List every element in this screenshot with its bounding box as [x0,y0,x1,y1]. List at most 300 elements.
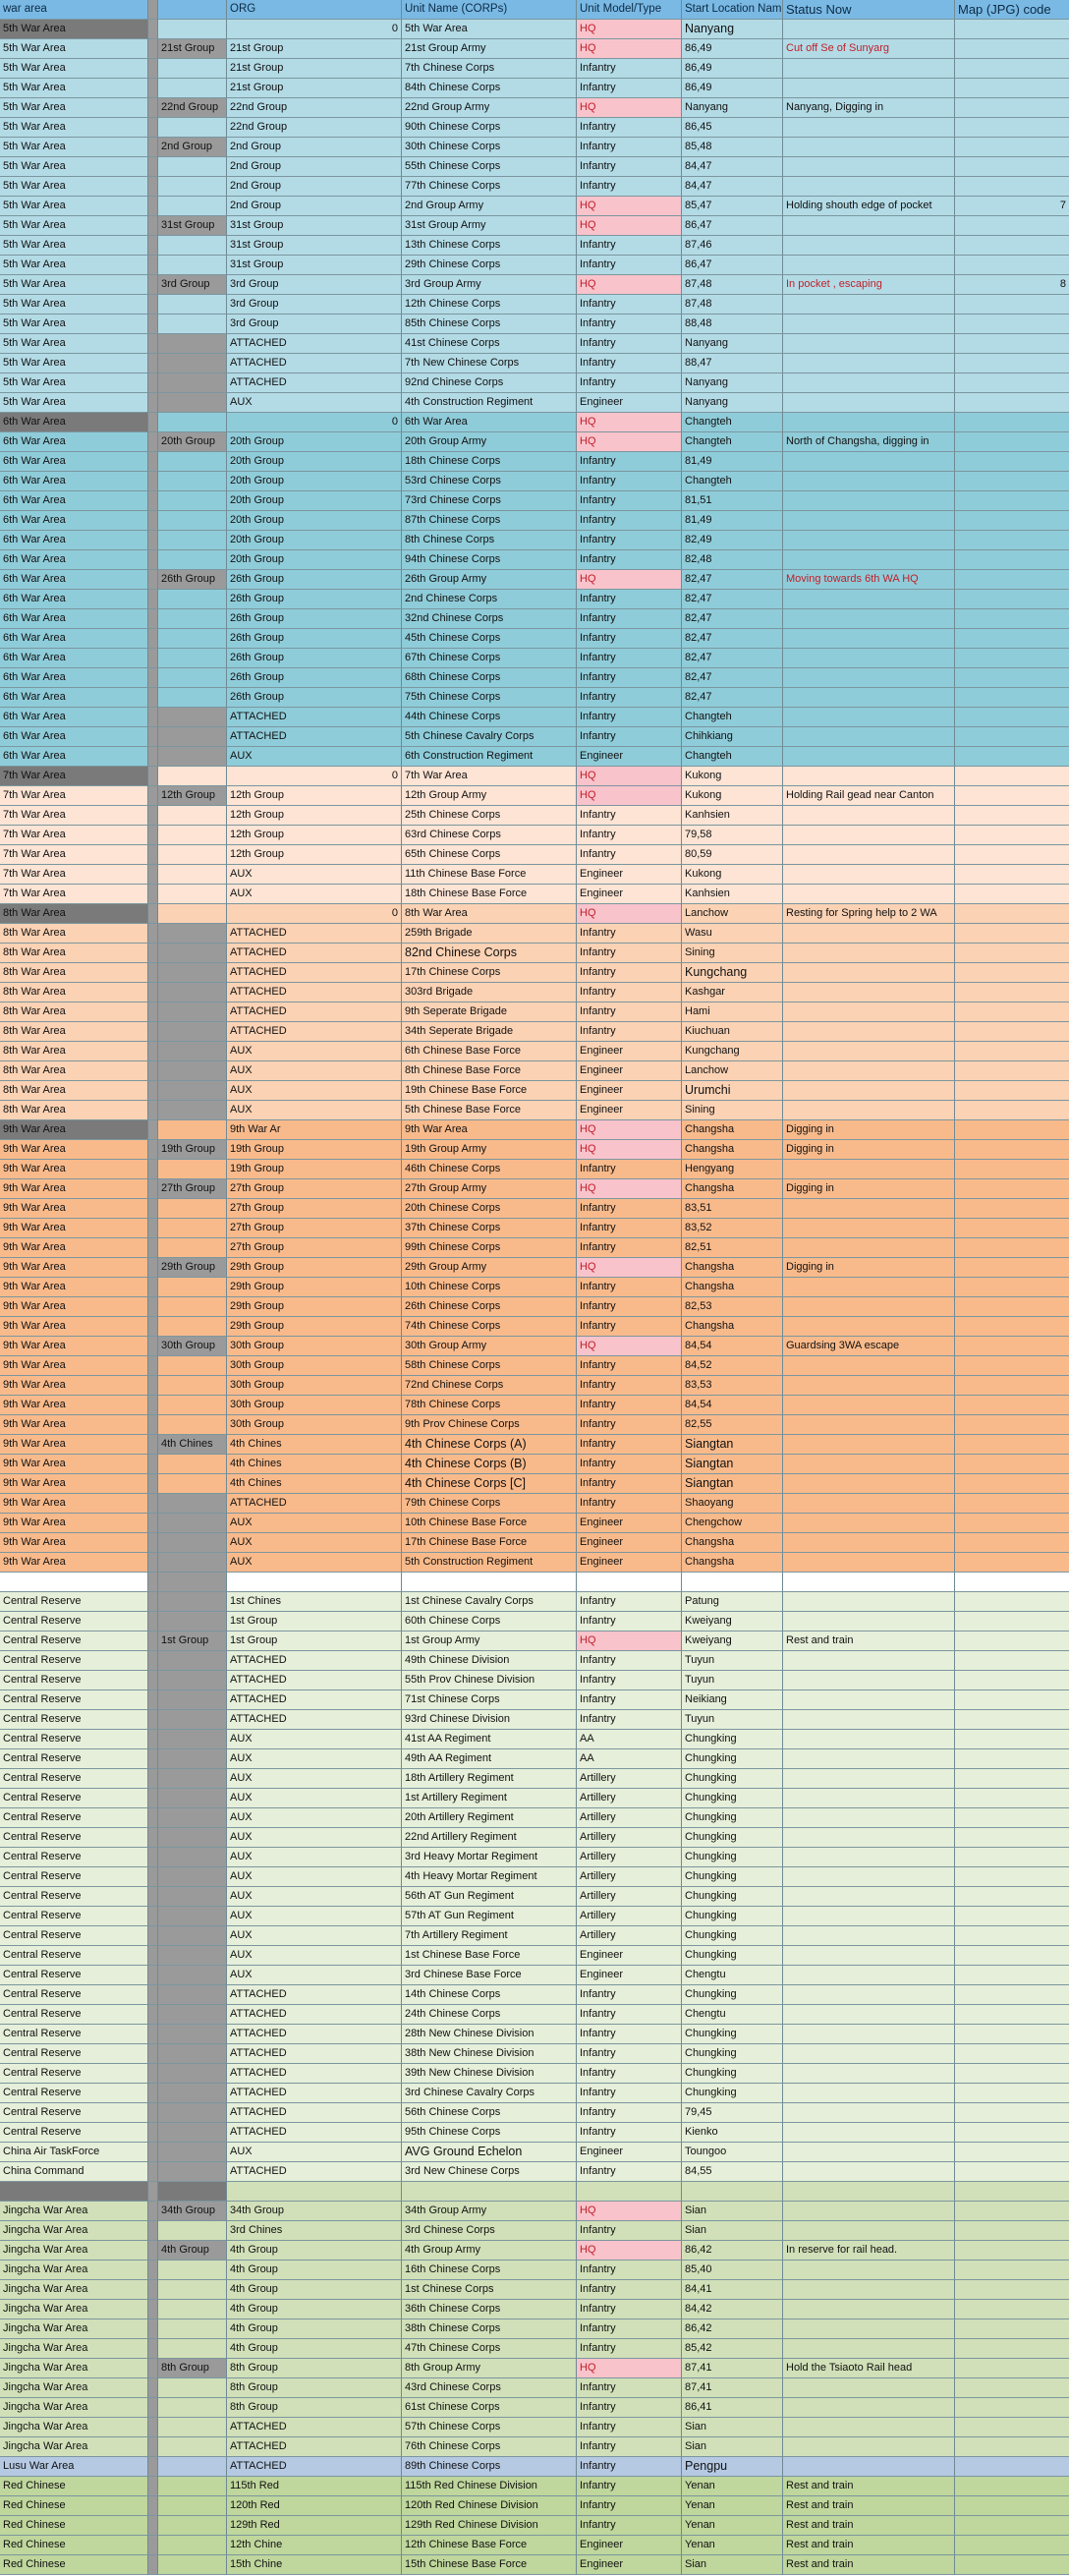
location-cell[interactable]: 86,42 [682,2319,783,2339]
spacer-cell[interactable] [148,2084,158,2103]
spacer-cell[interactable] [148,59,158,79]
map-code-cell[interactable] [955,1474,1069,1494]
map-code-cell[interactable] [955,2182,1069,2202]
map-code-cell[interactable] [955,216,1069,236]
war-area-cell[interactable]: 9th War Area [0,1258,148,1278]
location-cell[interactable]: Chengchow [682,1514,783,1533]
status-cell[interactable] [783,1985,955,2005]
location-cell[interactable]: Neikiang [682,1690,783,1710]
status-cell[interactable] [783,2202,955,2221]
spacer-cell[interactable] [148,570,158,590]
location-cell[interactable]: 86,49 [682,39,783,59]
map-code-cell[interactable] [955,1533,1069,1553]
location-cell[interactable]: Lanchow [682,1061,783,1081]
group-cell[interactable] [158,393,227,413]
group-cell[interactable] [158,1396,227,1415]
spacer-cell[interactable] [148,1455,158,1474]
status-cell[interactable] [783,2025,955,2044]
location-cell[interactable]: Chengtu [682,1966,783,1985]
spacer-cell[interactable] [148,413,158,432]
status-cell[interactable] [783,2005,955,2025]
group-cell[interactable] [158,491,227,511]
location-cell[interactable]: Kukong [682,786,783,806]
location-cell[interactable]: Sining [682,944,783,963]
org-cell[interactable]: 4th Group [227,2261,402,2280]
unit-type-cell[interactable]: Infantry [577,531,682,550]
org-cell[interactable]: AUX [227,1553,402,1573]
unit-type-cell[interactable]: Infantry [577,1297,682,1317]
unit-type-cell[interactable]: Infantry [577,334,682,354]
war-area-cell[interactable]: 6th War Area [0,708,148,727]
unit-type-cell[interactable]: Infantry [577,1455,682,1474]
unit-type-cell[interactable]: Infantry [577,983,682,1002]
group-cell[interactable] [158,963,227,983]
unit-type-cell[interactable]: Infantry [577,256,682,275]
unit-type-cell[interactable]: Infantry [577,1199,682,1219]
org-cell[interactable]: 4th Group [227,2241,402,2261]
group-cell[interactable]: 27th Group [158,1179,227,1199]
status-cell[interactable] [783,963,955,983]
unit-type-cell[interactable]: Engineer [577,2143,682,2162]
unit-type-cell[interactable]: AA [577,1749,682,1769]
map-code-cell[interactable] [955,865,1069,885]
map-code-cell[interactable] [955,1887,1069,1907]
org-cell[interactable]: AUX [227,885,402,904]
status-cell[interactable] [783,1867,955,1887]
org-cell[interactable]: 115th Red [227,2477,402,2496]
org-cell[interactable]: 12th Group [227,806,402,826]
org-cell[interactable]: AUX [227,1061,402,1081]
group-cell[interactable] [158,1081,227,1101]
map-code-cell[interactable] [955,1179,1069,1199]
group-cell[interactable] [158,20,227,39]
spacer-cell[interactable] [148,904,158,924]
group-cell[interactable] [158,1101,227,1120]
unit-name-cell[interactable]: 22nd Group Army [402,98,577,118]
war-area-cell[interactable]: Red Chinese [0,2536,148,2555]
map-code-cell[interactable] [955,393,1069,413]
org-cell[interactable]: 30th Group [227,1396,402,1415]
unit-type-cell[interactable]: Infantry [577,1690,682,1710]
map-code-cell[interactable] [955,2555,1069,2575]
war-area-cell[interactable]: Central Reserve [0,1651,148,1671]
map-code-cell[interactable] [955,1258,1069,1278]
org-cell[interactable]: ATTACHED [227,2162,402,2182]
location-cell[interactable]: 82,48 [682,550,783,570]
war-area-cell[interactable]: 5th War Area [0,20,148,39]
status-cell[interactable] [783,393,955,413]
org-cell[interactable]: 2nd Group [227,177,402,197]
war-area-cell[interactable]: Jingcha War Area [0,2437,148,2457]
war-area-cell[interactable]: 7th War Area [0,826,148,845]
unit-name-cell[interactable]: 43rd Chinese Corps [402,2378,577,2398]
group-cell[interactable] [158,2084,227,2103]
org-cell[interactable]: ATTACHED [227,1022,402,1042]
group-cell[interactable]: 12th Group [158,786,227,806]
group-cell[interactable] [158,1769,227,1789]
unit-name-cell[interactable]: 44th Chinese Corps [402,708,577,727]
header-war-area[interactable]: war area [0,0,148,20]
unit-type-cell[interactable]: Infantry [577,1356,682,1376]
unit-name-cell[interactable]: 24th Chinese Corps [402,2005,577,2025]
status-cell[interactable] [783,1494,955,1514]
map-code-cell[interactable] [955,315,1069,334]
war-area-cell[interactable]: 9th War Area [0,1415,148,1435]
spacer-cell[interactable] [148,963,158,983]
group-cell[interactable] [158,2221,227,2241]
spacer-cell[interactable] [148,1612,158,1631]
unit-name-cell[interactable]: 4th Chinese Corps (B) [402,1455,577,1474]
group-cell[interactable] [158,826,227,845]
unit-name-cell[interactable]: 120th Red Chinese Division [402,2496,577,2516]
unit-type-cell[interactable]: Infantry [577,373,682,393]
map-code-cell[interactable] [955,2103,1069,2123]
status-cell[interactable] [783,138,955,157]
unit-type-cell[interactable]: HQ [577,767,682,786]
unit-name-cell[interactable]: 45th Chinese Corps [402,629,577,649]
unit-type-cell[interactable]: Engineer [577,865,682,885]
war-area-cell[interactable]: Jingcha War Area [0,2319,148,2339]
war-area-cell[interactable]: Central Reserve [0,2084,148,2103]
spacer-cell[interactable] [148,197,158,216]
spacer-cell[interactable] [148,629,158,649]
location-cell[interactable]: 84,47 [682,157,783,177]
location-cell[interactable]: Changsha [682,1553,783,1573]
location-cell[interactable]: 82,47 [682,649,783,668]
status-cell[interactable]: Digging in [783,1179,955,1199]
unit-type-cell[interactable]: Artillery [577,1808,682,1828]
group-cell[interactable] [158,2536,227,2555]
location-cell[interactable]: 86,41 [682,2398,783,2418]
map-code-cell[interactable] [955,2162,1069,2182]
org-cell[interactable]: AUX [227,1848,402,1867]
unit-type-cell[interactable]: HQ [577,786,682,806]
status-cell[interactable]: Rest and train [783,2477,955,2496]
unit-type-cell[interactable]: Engineer [577,2536,682,2555]
spacer-cell[interactable] [148,1828,158,1848]
group-cell[interactable] [158,885,227,904]
group-cell[interactable] [158,767,227,786]
group-cell[interactable] [158,511,227,531]
org-cell[interactable]: 31st Group [227,236,402,256]
location-cell[interactable]: Kungchang [682,963,783,983]
unit-type-cell[interactable]: Engineer [577,1042,682,1061]
war-area-cell[interactable]: Lusu War Area [0,2457,148,2477]
spacer-cell[interactable] [148,885,158,904]
status-cell[interactable] [783,177,955,197]
map-code-cell[interactable] [955,1592,1069,1612]
unit-name-cell[interactable]: 9th War Area [402,1120,577,1140]
map-code-cell[interactable] [955,1002,1069,1022]
unit-name-cell[interactable]: 85th Chinese Corps [402,315,577,334]
map-code-cell[interactable] [955,1396,1069,1415]
org-cell[interactable]: 27th Group [227,1199,402,1219]
unit-type-cell[interactable]: Engineer [577,1533,682,1553]
map-code-cell[interactable] [955,138,1069,157]
map-code-cell[interactable] [955,1946,1069,1966]
spacer-cell[interactable] [148,806,158,826]
unit-name-cell[interactable]: 39th New Chinese Division [402,2064,577,2084]
spacer-cell[interactable] [148,39,158,59]
war-area-cell[interactable]: 5th War Area [0,393,148,413]
map-code-cell[interactable] [955,118,1069,138]
map-code-cell[interactable] [955,2418,1069,2437]
group-cell[interactable] [158,2457,227,2477]
unit-name-cell[interactable]: 77th Chinese Corps [402,177,577,197]
org-cell[interactable] [227,904,402,924]
unit-name-cell[interactable]: 63rd Chinese Corps [402,826,577,845]
status-cell[interactable]: Guardsing 3WA escape [783,1337,955,1356]
war-area-cell[interactable]: 5th War Area [0,295,148,315]
location-cell[interactable]: Chungking [682,1907,783,1926]
group-cell[interactable] [158,118,227,138]
map-code-cell[interactable] [955,1966,1069,1985]
location-cell[interactable]: Yenan [682,2516,783,2536]
unit-name-cell[interactable]: 6th Chinese Base Force [402,1042,577,1061]
map-code-cell[interactable] [955,413,1069,432]
org-cell[interactable]: ATTACHED [227,1671,402,1690]
location-cell[interactable]: Nanyang [682,393,783,413]
org-cell[interactable]: AUX [227,865,402,885]
unit-name-cell[interactable]: 84th Chinese Corps [402,79,577,98]
org-cell[interactable]: 26th Group [227,570,402,590]
org-cell[interactable]: ATTACHED [227,354,402,373]
group-cell[interactable]: 21st Group [158,39,227,59]
header-map-code[interactable]: Map (JPG) code [955,0,1069,20]
map-code-cell[interactable] [955,1081,1069,1101]
location-cell[interactable]: 81,51 [682,491,783,511]
org-cell[interactable]: AUX [227,747,402,767]
location-cell[interactable]: Kashgar [682,983,783,1002]
status-cell[interactable]: Digging in [783,1120,955,1140]
org-cell[interactable]: ATTACHED [227,1002,402,1022]
status-cell[interactable] [783,1730,955,1749]
status-cell[interactable]: Rest and train [783,2516,955,2536]
war-area-cell[interactable]: Central Reserve [0,1592,148,1612]
unit-type-cell[interactable]: Infantry [577,511,682,531]
location-cell[interactable]: Sining [682,1101,783,1120]
map-code-cell[interactable] [955,1455,1069,1474]
unit-type-cell[interactable]: Infantry [577,472,682,491]
war-area-cell[interactable]: 8th War Area [0,963,148,983]
map-code-cell[interactable] [955,1612,1069,1631]
status-cell[interactable] [783,1002,955,1022]
map-code-cell[interactable] [955,531,1069,550]
map-code-cell[interactable] [955,2437,1069,2457]
spacer-cell[interactable] [148,1179,158,1199]
location-cell[interactable]: 86,49 [682,79,783,98]
status-cell[interactable]: Holding Rail gead near Canton [783,786,955,806]
unit-type-cell[interactable] [577,1573,682,1592]
unit-type-cell[interactable]: HQ [577,570,682,590]
unit-type-cell[interactable]: Infantry [577,491,682,511]
status-cell[interactable] [783,629,955,649]
unit-type-cell[interactable]: Infantry [577,1651,682,1671]
unit-name-cell[interactable]: 4th Chinese Corps [C] [402,1474,577,1494]
status-cell[interactable] [783,216,955,236]
spacer-cell[interactable] [148,256,158,275]
location-cell[interactable]: Patung [682,1592,783,1612]
org-cell[interactable]: 26th Group [227,609,402,629]
unit-type-cell[interactable]: Infantry [577,708,682,727]
spacer-cell[interactable] [148,275,158,295]
spacer-cell[interactable] [148,1376,158,1396]
unit-type-cell[interactable]: Infantry [577,2496,682,2516]
status-cell[interactable]: Nanyang, Digging in [783,98,955,118]
status-cell[interactable] [783,2378,955,2398]
org-cell[interactable]: AUX [227,1887,402,1907]
unit-name-cell[interactable]: 12th Chinese Base Force [402,2536,577,2555]
location-cell[interactable]: 83,51 [682,1199,783,1219]
map-code-cell[interactable] [955,1160,1069,1179]
unit-type-cell[interactable]: Engineer [577,1553,682,1573]
unit-type-cell[interactable]: Infantry [577,138,682,157]
war-area-cell[interactable]: 6th War Area [0,452,148,472]
org-cell[interactable]: 8th Group [227,2398,402,2418]
status-cell[interactable] [783,2064,955,2084]
spacer-cell[interactable] [148,2378,158,2398]
unit-name-cell[interactable]: 22nd Artillery Regiment [402,1828,577,1848]
unit-type-cell[interactable]: HQ [577,216,682,236]
status-cell[interactable] [783,2339,955,2359]
status-cell[interactable] [783,1042,955,1061]
location-cell[interactable]: 85,47 [682,197,783,216]
unit-name-cell[interactable]: 7th Chinese Corps [402,59,577,79]
unit-type-cell[interactable]: Artillery [577,1867,682,1887]
spacer-cell[interactable] [148,1808,158,1828]
war-area-cell[interactable]: 7th War Area [0,885,148,904]
spacer-cell[interactable] [148,786,158,806]
spacer-cell[interactable] [148,2280,158,2300]
unit-type-cell[interactable]: Artillery [577,1907,682,1926]
map-code-cell[interactable] [955,354,1069,373]
unit-name-cell[interactable]: 36th Chinese Corps [402,2300,577,2319]
status-cell[interactable] [783,2182,955,2202]
unit-type-cell[interactable]: Infantry [577,2477,682,2496]
map-code-cell[interactable] [955,668,1069,688]
map-code-cell[interactable] [955,609,1069,629]
war-area-cell[interactable]: 6th War Area [0,550,148,570]
location-cell[interactable]: Nanyang [682,20,783,39]
spacer-cell[interactable] [148,1494,158,1514]
unit-name-cell[interactable]: 56th AT Gun Regiment [402,1887,577,1907]
spacer-cell[interactable] [148,1081,158,1101]
unit-name-cell[interactable]: 18th Chinese Corps [402,452,577,472]
spacer-cell[interactable] [148,2536,158,2555]
unit-name-cell[interactable]: 2nd Chinese Corps [402,590,577,609]
spacer-cell[interactable] [148,511,158,531]
status-cell[interactable] [783,1199,955,1219]
status-cell[interactable] [783,334,955,354]
unit-name-cell[interactable]: 18th Artillery Regiment [402,1769,577,1789]
map-code-cell[interactable] [955,157,1069,177]
group-cell[interactable] [158,1612,227,1631]
unit-name-cell[interactable]: 74th Chinese Corps [402,1317,577,1337]
group-cell[interactable] [158,2143,227,2162]
unit-name-cell[interactable]: AVG Ground Echelon [402,2143,577,2162]
unit-type-cell[interactable]: Infantry [577,177,682,197]
org-cell[interactable]: AUX [227,1081,402,1101]
org-cell[interactable]: ATTACHED [227,1690,402,1710]
location-cell[interactable]: 82,51 [682,1238,783,1258]
status-cell[interactable] [783,1828,955,1848]
war-area-cell[interactable]: Jingcha War Area [0,2418,148,2437]
spacer-cell[interactable] [148,1887,158,1907]
org-cell[interactable]: 20th Group [227,472,402,491]
status-cell[interactable] [783,649,955,668]
spacer-cell[interactable] [148,1356,158,1376]
war-area-cell[interactable]: 8th War Area [0,1081,148,1101]
location-cell[interactable]: Chungking [682,1789,783,1808]
unit-type-cell[interactable]: HQ [577,432,682,452]
unit-type-cell[interactable]: Infantry [577,826,682,845]
location-cell[interactable]: 81,49 [682,452,783,472]
group-cell[interactable]: 1st Group [158,1631,227,1651]
location-cell[interactable]: 84,54 [682,1396,783,1415]
war-area-cell[interactable]: 9th War Area [0,1356,148,1376]
location-cell[interactable]: Nanyang [682,334,783,354]
status-cell[interactable] [783,1415,955,1435]
group-cell[interactable] [158,1867,227,1887]
map-code-cell[interactable] [955,786,1069,806]
org-cell[interactable]: 1st Group [227,1612,402,1631]
org-cell[interactable]: AUX [227,1789,402,1808]
map-code-cell[interactable] [955,767,1069,786]
group-cell[interactable] [158,1160,227,1179]
map-code-cell[interactable] [955,1710,1069,1730]
spacer-cell[interactable] [148,432,158,452]
spacer-cell[interactable] [148,1631,158,1651]
location-cell[interactable]: 85,48 [682,138,783,157]
war-area-cell[interactable]: Jingcha War Area [0,2261,148,2280]
location-cell[interactable]: Chungking [682,1769,783,1789]
group-cell[interactable] [158,944,227,963]
unit-type-cell[interactable]: Infantry [577,118,682,138]
spacer-cell[interactable] [148,727,158,747]
unit-name-cell[interactable]: 41st AA Regiment [402,1730,577,1749]
location-cell[interactable]: 84,42 [682,2300,783,2319]
unit-name-cell[interactable]: 1st Chinese Corps [402,2280,577,2300]
war-area-cell[interactable]: Central Reserve [0,1985,148,2005]
map-code-cell[interactable] [955,1514,1069,1533]
org-cell[interactable]: ATTACHED [227,1710,402,1730]
location-cell[interactable]: 86,45 [682,118,783,138]
status-cell[interactable] [783,1848,955,1867]
unit-type-cell[interactable]: Infantry [577,1376,682,1396]
status-cell[interactable] [783,1219,955,1238]
war-area-cell[interactable]: 6th War Area [0,491,148,511]
status-cell[interactable] [783,885,955,904]
spacer-cell[interactable] [148,20,158,39]
unit-name-cell[interactable]: 76th Chinese Corps [402,2437,577,2457]
org-cell[interactable]: 3rd Group [227,295,402,315]
group-cell[interactable] [158,413,227,432]
status-cell[interactable] [783,1297,955,1317]
group-cell[interactable] [158,1946,227,1966]
location-cell[interactable]: 87,41 [682,2359,783,2378]
group-cell[interactable] [158,1238,227,1258]
org-cell[interactable]: 20th Group [227,531,402,550]
location-cell[interactable]: Nanyang [682,373,783,393]
status-cell[interactable] [783,1671,955,1690]
org-cell[interactable]: 8th Group [227,2378,402,2398]
status-cell[interactable] [783,531,955,550]
war-area-cell[interactable]: 6th War Area [0,590,148,609]
unit-name-cell[interactable]: 79th Chinese Corps [402,1494,577,1514]
war-area-cell[interactable]: Central Reserve [0,1631,148,1651]
map-code-cell[interactable] [955,2516,1069,2536]
spacer-cell[interactable] [148,2477,158,2496]
